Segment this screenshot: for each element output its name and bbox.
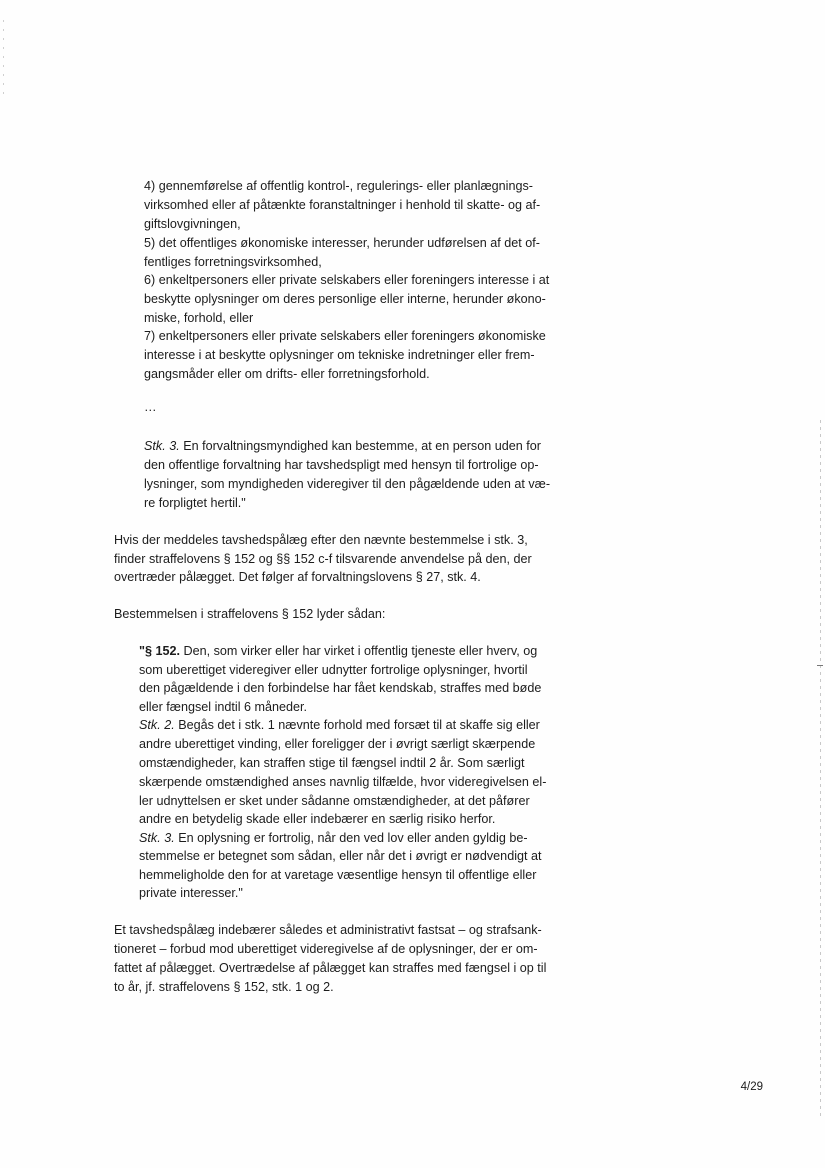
quote-text: Den, som virker eller har virket i offentlig tjeneste eller hverv, og [180,644,538,658]
body-line: Hvis der meddeles tavshedspålæg efter den nævnte bestemmelse i stk. 3, [114,533,528,547]
stk-label: Stk. 3. [144,439,180,453]
quote-line: andre uberettiget vinding, eller foreligger der i øvrigt særligt skærpende [139,737,536,751]
quote-line: interesse i at beskytte oplysninger om tekniske indretninger eller frem- [144,348,535,362]
margin-tick-mark [817,665,823,666]
quote-line: hemmeligholde den for at varetage væsentlige hensyn til offentlige eller [139,868,537,882]
quote-line: den offentlige forvaltning har tavshedspligt med hensyn til fortrolige op- [144,458,539,472]
quote-line: eller fængsel indtil 6 måneder. [139,700,308,714]
quote-line: giftslovgivningen, [144,217,241,231]
quote-line: ler udnyttelsen er sket under sådanne omstændigheder, at det påfører [139,794,530,808]
quote-line: re forpligtet hertil." [144,496,246,510]
stk-label: Stk. 2. [139,718,175,732]
quote-line: stemmelse er betegnet som sådan, eller når det i øvrigt er nødvendigt at [139,849,542,863]
scan-edge-right [820,420,821,1120]
body-line: Et tavshedspålæg indebærer således et administrativt fastsat – og strafsank- [114,923,542,937]
quote-line: som uberettiget videregiver eller udnytter fortrolige oplysninger, hvortil [139,663,528,677]
quote-line: private interesser." [139,886,243,900]
quote-text: En oplysning er fortrolig, når den ved lov eller anden gyldig be- [174,831,528,845]
quote-text: Begås det i stk. 1 nævnte forhold med forsæt til at skaffe sig eller [174,718,540,732]
quote-line: 4) gennemførelse af offentlig kontrol-, regulerings- eller planlægnings- [144,179,533,193]
body-line: finder straffelovens § 152 og §§ 152 c-f tilsvarende anvendelse på den, der [114,552,532,566]
quote-stk3-line [139,829,528,848]
body-line: Bestemmelsen i straffelovens § 152 lyder sådan: [114,607,386,621]
quote-ellipsis: … [144,400,157,414]
quote-line: beskytte oplysninger om deres personlige eller interne, herunder økono- [144,292,546,306]
quote-line: fentliges forretningsvirksomhed, [144,255,322,269]
quote-stk2-line [139,716,540,735]
quote-line: gangsmåder eller om drifts- eller forretningsforhold. [144,367,430,381]
quote-line: 6) enkeltpersoners eller private selskabers eller foreningers interesse i at [144,273,550,287]
quote-line: lysninger, som myndigheden videregiver til den pågældende uden at væ- [144,477,551,491]
quote-stk3-line [144,437,541,456]
quote-line: 7) enkeltpersoners eller private selskabers eller foreningers økonomiske [144,329,546,343]
body-line: to år, jf. straffelovens § 152, stk. 1 og 2. [114,980,334,994]
stk-label: Stk. 3. [139,831,175,845]
quote-152-first-line [139,642,537,661]
quote-line: den pågældende i den forbindelse har fået kendskab, straffes med bøde [139,681,542,695]
quote-line: virksomhed eller af påtænkte foranstaltninger i henhold til skatte- og af- [144,198,541,212]
body-line: overtræder pålægget. Det følger af forvaltningslovens § 27, stk. 4. [114,570,481,584]
page-number: 4/29 [740,1081,763,1093]
quote-line: 5) det offentliges økonomiske interesser, herunder udførelsen af det of- [144,236,540,250]
quote-line: omstændigheder, kan straffen stige til fængsel indtil 2 år. Som særligt [139,756,525,770]
quote-line: miske, forhold, eller [144,311,254,325]
body-line: fattet af pålægget. Overtrædelse af pålægget kan straffes med fængsel i op til [114,961,547,975]
quote-text: En forvaltningsmyndighed kan bestemme, at en person uden for [179,439,541,453]
scan-edge-left [3,20,4,100]
quote-line: andre en betydelig skade eller indebærer en særlig risiko herfor. [139,812,496,826]
quote-line: skærpende omstændighed anses navnlig tilfælde, hvor videregivelsen el- [139,775,547,789]
body-line: tioneret – forbud mod uberettiget videregivelse af de oplysninger, der er om- [114,942,538,956]
section-heading: "§ 152. [139,644,180,658]
